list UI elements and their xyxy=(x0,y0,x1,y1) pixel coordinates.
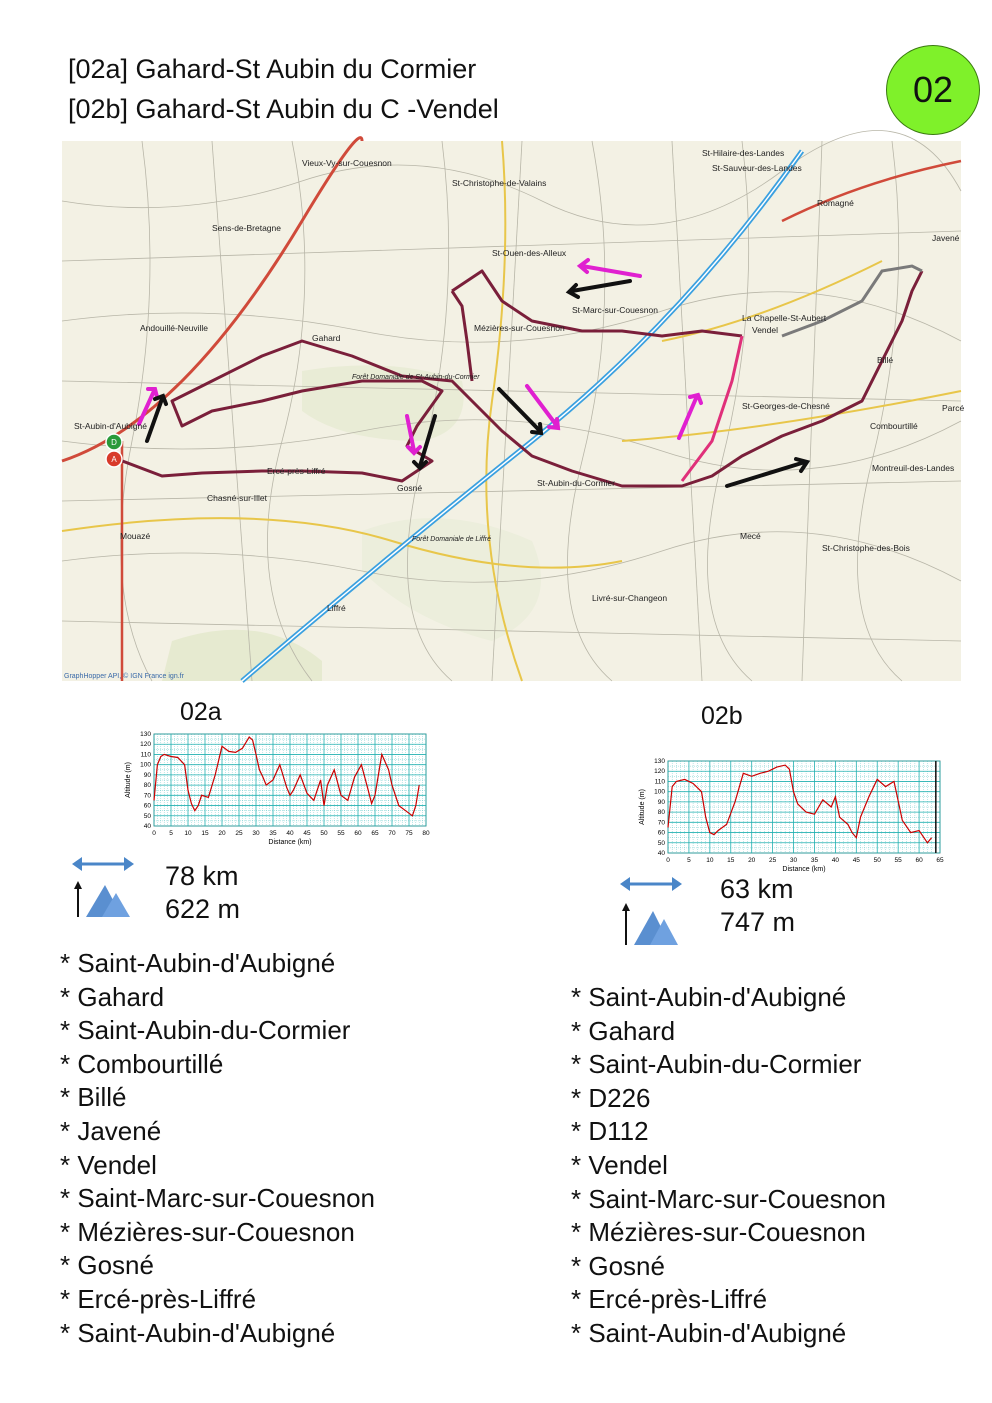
x-tick-label: 50 xyxy=(320,830,328,837)
stop-item: * Saint-Aubin-du-Cormier xyxy=(571,1049,862,1080)
y-axis-label: Altitude (m) xyxy=(639,789,646,825)
x-tick-label: 80 xyxy=(422,830,430,837)
map-place-label: St-Hilaire-des-Landes xyxy=(702,148,785,158)
map-place-label: Forêt Domaniale de Liffré xyxy=(412,536,491,543)
map-place-label: Vieux-Vy-sur-Couesnon xyxy=(302,158,392,168)
y-tick-label: 50 xyxy=(657,839,665,847)
x-tick-label: 10 xyxy=(706,857,714,864)
y-tick-label: 90 xyxy=(143,771,151,779)
stop-item: * Saint-Aubin-d'Aubigné xyxy=(571,982,847,1012)
y-tick-label: 80 xyxy=(657,809,665,817)
map-place-label: Mecé xyxy=(740,531,761,541)
stops-list-02b xyxy=(571,981,886,1351)
x-tick-label: 40 xyxy=(286,830,294,837)
elevation-chart-02b xyxy=(632,755,952,883)
y-tick-label: 120 xyxy=(654,768,665,776)
x-tick-label: 60 xyxy=(354,830,362,837)
y-tick-label: 110 xyxy=(654,778,665,786)
stop-item: * Mézières-sur-Couesnon xyxy=(60,1216,355,1247)
map-place-label: Montreuil-des-Landes xyxy=(872,463,955,473)
stop-item: * D112 xyxy=(571,1116,649,1147)
distance-value-02b: 63 km xyxy=(720,874,794,904)
map-place-label: St-Georges-de-Chesné xyxy=(742,401,830,411)
y-tick-label: 110 xyxy=(140,751,151,759)
stop-item: * Gosné xyxy=(60,1250,154,1281)
stop-item: * Gahard xyxy=(571,1015,676,1046)
map-place-label: St-Aubin-du-Cormier xyxy=(537,478,615,488)
x-tick-label: 20 xyxy=(748,857,756,864)
y-tick-label: 70 xyxy=(657,819,665,827)
route-map[interactable] xyxy=(62,141,965,681)
distance-value-02a: 78 km xyxy=(165,861,239,891)
elevation-value-02b: 747 m xyxy=(720,907,796,937)
map-canvas xyxy=(62,141,965,681)
map-place-label: Gosné xyxy=(397,483,423,493)
stop-item: * Saint-Aubin-d'Aubigné xyxy=(60,1317,336,1348)
distance-elevation-icon-02a xyxy=(72,855,134,921)
x-tick-label: 0 xyxy=(666,857,670,864)
x-tick-label: 45 xyxy=(852,857,860,864)
y-tick-label: 100 xyxy=(654,788,665,796)
x-tick-label: 40 xyxy=(831,857,840,864)
x-tick-label: 60 xyxy=(915,857,923,864)
x-tick-label: 20 xyxy=(218,830,226,837)
map-place-label: Sens-de-Bretagne xyxy=(212,223,281,233)
x-tick-label: 30 xyxy=(789,857,798,864)
x-tick-label: 65 xyxy=(371,830,379,837)
x-tick-label: 30 xyxy=(252,830,260,837)
y-tick-label: 50 xyxy=(143,812,151,820)
map-credit: GraphHopper API, © IGN France ign.fr xyxy=(64,673,184,680)
x-tick-label: 15 xyxy=(727,857,735,864)
distance-arrow-icon xyxy=(620,877,682,891)
y-tick-label: 40 xyxy=(657,850,665,857)
x-tick-label: 45 xyxy=(303,830,311,837)
y-axis-label: Altitude (m) xyxy=(125,762,132,798)
stop-item: * D226 xyxy=(571,1082,651,1113)
distance-arrow-icon xyxy=(72,857,134,871)
x-tick-label: 55 xyxy=(337,830,345,837)
svg-text:D: D xyxy=(111,438,117,447)
map-place-label: Mézières-sur-Couesnon xyxy=(474,323,565,333)
elevation-value-02a: 622 m xyxy=(165,894,241,924)
elevation-mountain-icon xyxy=(622,903,678,945)
map-place-label: Liffré xyxy=(327,603,346,613)
map-place-label: St-Christophe-de-Valains xyxy=(452,178,547,188)
map-place-label: Gahard xyxy=(312,333,341,343)
stop-item: * Billé xyxy=(60,1082,127,1113)
stop-item: * Ercé-près-Liffré xyxy=(571,1284,768,1315)
x-tick-label: 15 xyxy=(201,830,209,837)
stop-item: * Gahard xyxy=(60,981,165,1012)
map-place-label: St-Marc-sur-Couesnon xyxy=(572,305,658,315)
stop-item: * Vendel xyxy=(60,1149,157,1180)
map-place-label: Chasné-sur-Illet xyxy=(207,493,267,503)
y-tick-label: 100 xyxy=(140,761,151,769)
x-tick-label: 5 xyxy=(687,857,691,864)
x-tick-label: 25 xyxy=(768,857,777,864)
stop-item: * Ercé-près-Liffré xyxy=(60,1283,257,1314)
x-tick-label: 25 xyxy=(235,830,243,837)
map-place-label: St-Aubin-d'Aubigné xyxy=(74,421,147,431)
y-tick-label: 80 xyxy=(143,782,151,790)
profile-02a-label: 02a xyxy=(180,698,222,726)
map-place-label: Javené xyxy=(932,233,960,243)
y-tick-label: 130 xyxy=(140,731,151,738)
y-tick-label: 130 xyxy=(654,758,665,765)
route-number-badge: 02 xyxy=(886,45,980,135)
map-place-label: Livré-sur-Changeon xyxy=(592,593,668,603)
map-place-label: La Chapelle-St-Aubert xyxy=(742,313,827,323)
map-place-label: Andouillé-Neuville xyxy=(140,323,209,333)
y-tick-label: 60 xyxy=(657,829,665,837)
map-place-label: Forêt Domaniale de St-Aubin-du-Cormier xyxy=(352,374,480,381)
stop-item: * Gosné xyxy=(571,1250,665,1281)
x-tick-label: 10 xyxy=(184,830,192,837)
x-axis-label: Distance (km) xyxy=(268,839,312,846)
stop-item: * Saint-Marc-sur-Couesnon xyxy=(60,1183,376,1214)
x-tick-label: 65 xyxy=(936,857,944,864)
map-place-label: Romagné xyxy=(817,198,854,208)
stop-item: * Saint-Marc-sur-Couesnon xyxy=(571,1183,887,1214)
map-place-label: Ercé-près-Liffré xyxy=(267,466,326,476)
profile-02b-label: 02b xyxy=(701,702,743,730)
x-tick-label: 5 xyxy=(169,830,173,837)
stops-list-02a xyxy=(60,947,375,1350)
svg-text:A: A xyxy=(111,455,117,464)
stop-item: * Mézières-sur-Couesnon xyxy=(571,1217,866,1248)
map-place-label: Parcé xyxy=(942,403,965,413)
x-tick-label: 35 xyxy=(269,830,277,837)
x-tick-label: 50 xyxy=(873,857,881,864)
x-tick-label: 35 xyxy=(810,857,819,864)
y-tick-label: 90 xyxy=(657,798,665,806)
map-place-label: Combourtillé xyxy=(870,421,918,431)
map-place-label: Vendel xyxy=(752,325,778,335)
stop-item: * Combourtillé xyxy=(60,1048,224,1079)
stop-item: * Javené xyxy=(60,1115,162,1146)
elevation-mountain-icon xyxy=(74,881,130,917)
stop-item: * Saint-Aubin-d'Aubigné xyxy=(571,1317,847,1348)
stop-item: * Saint-Aubin-du-Cormier xyxy=(60,1015,351,1046)
x-tick-label: 70 xyxy=(388,830,396,837)
elevation-chart-02a xyxy=(118,728,438,856)
y-tick-label: 40 xyxy=(143,823,151,830)
distance-elevation-icon-02b xyxy=(620,875,682,947)
route-title-02b: [02b] Gahard-St Aubin du C -Vendel xyxy=(68,94,499,124)
map-place-label: Mouazé xyxy=(120,531,151,541)
stop-item: * Saint-Aubin-d'Aubigné xyxy=(60,948,336,978)
x-tick-label: 75 xyxy=(405,830,413,837)
y-tick-label: 60 xyxy=(143,802,151,810)
route-title-02a: [02a] Gahard-St Aubin du Cormier xyxy=(68,54,477,84)
x-tick-label: 55 xyxy=(894,857,902,864)
stop-item: * Vendel xyxy=(571,1149,668,1180)
map-place-label: Billé xyxy=(877,355,894,365)
map-place-label: St-Sauveur-des-Landes xyxy=(712,163,802,173)
y-tick-label: 70 xyxy=(143,792,151,800)
x-tick-label: 0 xyxy=(152,830,156,837)
x-axis-label: Distance (km) xyxy=(782,866,826,873)
map-place-label: St-Ouen-des-Alleux xyxy=(492,248,567,258)
map-place-label: St-Christophe-des-Bois xyxy=(822,543,910,553)
y-tick-label: 120 xyxy=(140,741,151,749)
